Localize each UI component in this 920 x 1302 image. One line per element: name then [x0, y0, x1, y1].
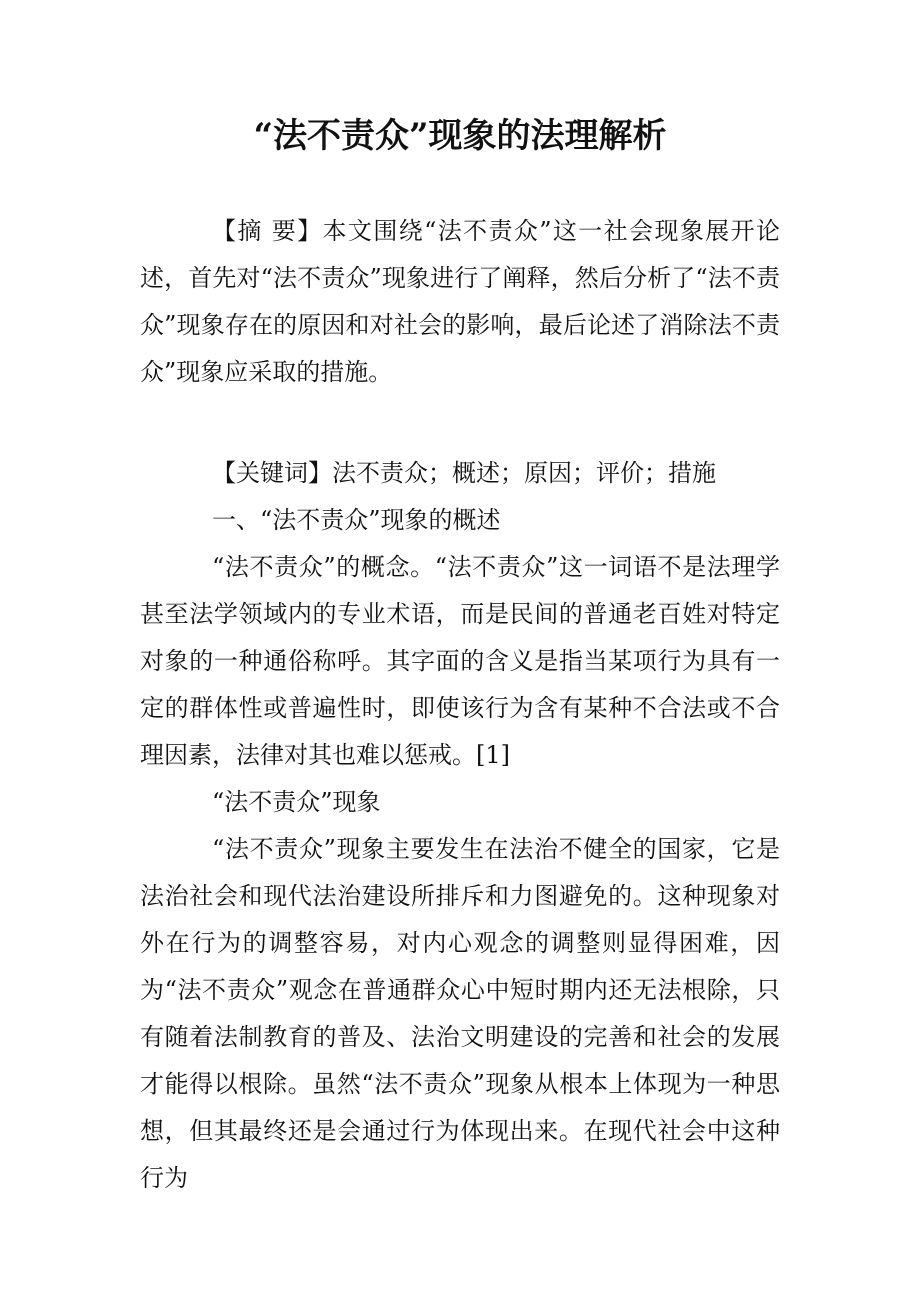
phenomenon-paragraph: “法不责众”现象主要发生在法治不健全的国家，它是法治社会和现代法治建设所排斥和力图避免的。这种现象对外在行为的调整容易，对内心观念的调整则显得困难，因为“法不责众”观念在普通群众心中短时期内还无法根除，只有随着法制教育的普及、法治文明建设的完善和社会的发展才能得以根除。虽然“法不责众”现象从根本上体现为一种思想，但其最终还是会通过行为体现出来。在现代社会中这种行为: [140, 835, 780, 1192]
subheading: “法不责众”现象: [212, 788, 381, 816]
abstract-label: 【摘 要】: [212, 217, 323, 245]
abstract-section: [140, 208, 780, 396]
abstract-text: 本文围绕“法不责众”这一社会现象展开论述，首先对“法不责众”现象进行了阐释，然后分析了“法不责众”现象存在的原因和对社会的影响，最后论述了消除法不责众”现象应采取的措施。: [140, 217, 780, 386]
keywords-paragraph: [140, 450, 780, 497]
keywords-text: 法不责众；概述；原因；评价；措施: [332, 459, 716, 487]
keywords-label: 【关键词】: [212, 459, 332, 487]
section-heading: 一、“法不责众”现象的概述: [212, 506, 501, 534]
abstract-paragraph: [140, 208, 780, 396]
concept-paragraph: “法不责众”的概念。“法不责众”这一词语不是法理学甚至法学领域内的专业术语，而是民间的普通老百姓对特定对象的一种通俗称呼。其字面的含义是指当某项行为具有一定的群体性或普遍性时，即使该行为含有某种不合法或不合理因素，法律对其也难以惩戒。[1]: [140, 553, 780, 769]
body-section: [140, 450, 780, 1202]
page-title: “法不责众”现象的法理解析: [253, 116, 667, 156]
